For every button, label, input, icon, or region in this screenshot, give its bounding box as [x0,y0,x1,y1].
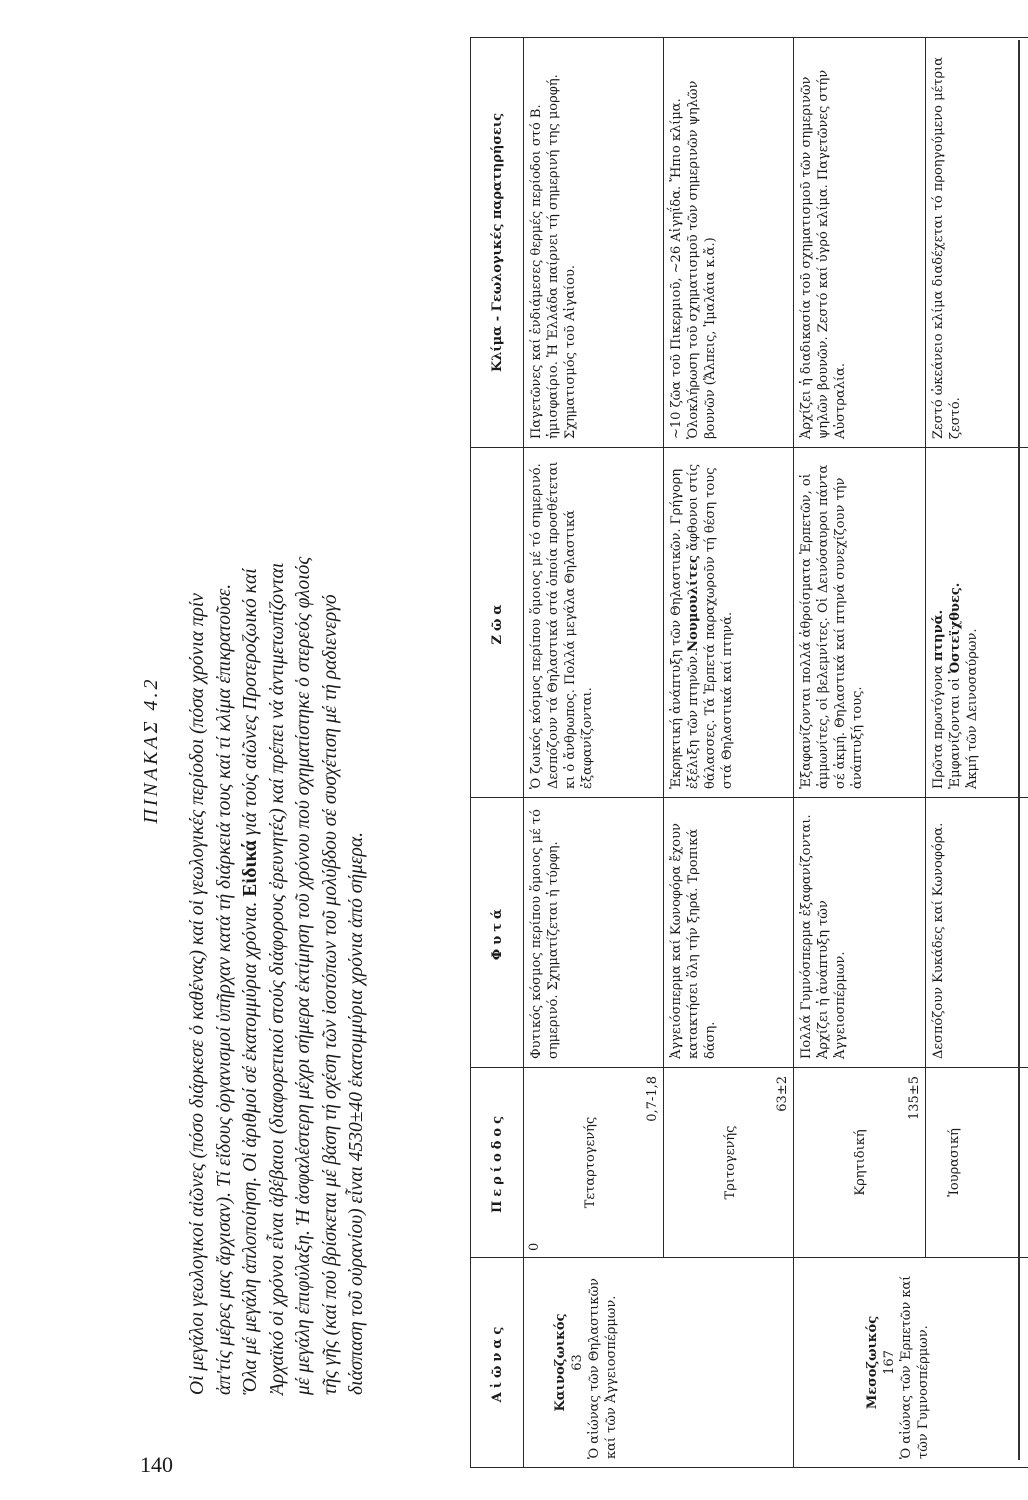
aion-cell [794,1258,1028,1468]
intro-emphasis: Εἰδικά [240,840,261,897]
intro-line: Ἀρχαϊκό οἱ χρόνοι εἶναι ἀβέβαιοι (διαφορετικοί στούς διάφορους ἐρευνητές) καί πρέπει νά ἀντιμετωπίζονται [266,562,288,1395]
animals-emphasis: Νουμουλίτες [686,555,701,652]
page-number: 140 [140,1452,173,1477]
period-name: Τριτογενής [723,1125,738,1200]
animals-cell [926,448,1028,798]
period-name: Ἰουρασική [947,1128,962,1197]
animals-text: Ἐκρηκτική ἀνάπτυξη τῶν Θηλαστικῶν. Γρήγορη ἐξέλιξη τῶν πτηνῶν. [669,468,701,789]
animals-text: Ἐμφανίζονται οἱ [948,677,963,789]
period-start: 0 [527,1242,542,1251]
animals-emphasis: Ὀστεϊχθυες. [948,582,963,674]
intro-line [238,15,265,1395]
animals-emphasis: πτηνά. [931,609,946,662]
animals-cell [664,448,794,798]
intro-line: διάσπαση τοῦ οὐρανίου) εἶναι 4530±40 ἑκατομμύρια χρόνια ἀπό σήμερα. [346,831,367,1395]
period-cell [794,1068,926,1258]
aion-duration: 63 [570,1354,585,1371]
period-name: Τεταρτογενής [583,1116,598,1209]
animals-text: Πρῶτα πρωτόγονα [931,665,946,789]
table-row [664,38,794,1468]
header-climate: Κλίμα - Γεωλογικές παρατηρήσεις [471,38,524,448]
table-title: ΠΙΝΑΚΑΣ 4.2 [140,676,162,824]
animals-text: Ἀκμή τῶν Δεινοσαύρων. [965,628,980,789]
intro-line-part: Ὅλα μέ μεγάλη ἁπλοποίηση. Οἱ ἀριθμοί σέ ἑκατομμύρια χρόνια. [240,901,261,1395]
aion-name: Καινοζωικός [553,1313,568,1412]
aion-name: Μεσοζωικός [865,1315,880,1410]
period-name: Κρητιδική [853,1129,868,1196]
table-row [524,38,664,1468]
period-cell [664,1068,794,1258]
intro-text [185,15,371,1395]
plants-cell: Πολλά Γυμνόσπερμα ἐξαφανίζονται. Ἀρχίζει ἡ ἀνάπτυξη τῶν Ἀγγειοσπέρμων. [794,798,926,1068]
animals-text: ἄφθονοι στίς θάλασσες. Τά Ἑρπετά παραχωροῦν τή θέση τους στά Θηλαστικά καί πτηνά. [686,463,735,789]
period-end: 0,7-1,8 [645,1076,660,1122]
plants-cell: Δεσπόζουν Κυκάδες καί Κωνοφόρα. [926,798,1028,1068]
plants-cell: Φυτικός κόσμος περίπου ὅμοιος μέ τό σημερινό. Σχηματίζεται ἡ τύρφη. [524,798,664,1068]
aion-cell [524,1258,794,1468]
period-end: 63±2 [775,1076,790,1112]
intro-line: τῆς γῆς (καί πού βρίσκεται μέ βάση τή σχέση τῶν ἰσοτόπων τοῦ μολύβδου σέ συσχέτιση μέ τή ραδιενεργό [319,594,341,1395]
header-period: Περίοδος [471,1068,524,1258]
aion-duration: 167 [882,1350,897,1375]
climate-cell: Παγετῶνες καί ἐνδιάμεσες θερμές περίοδοι στό Β. ἡμισφαίριο. Ἡ Ἑλλάδα παίρνει τή σημερινή της μορφή. Σχηματισμός τοῦ Αἰγαίου. [524,38,664,448]
animals-cell: Ἐξαφανίζονται πολλά ἀθροίσματα Ἑρπετῶν, οἱ ἀμμωνίτες, οἱ βελεμνίτες. Οἱ Δεινόσαυροι πάντα σέ ἀκμή. Θηλαστικά καί πτηνά συνεχίζουν τήν ἀνάπτυξή τους. [794,448,926,798]
header-animals: Ζῶα [471,448,524,798]
intro-line: μέ μεγάλη ἐπιφύλαξη. Ἡ ἀσφαλέστερη μέχρι σήμερα ἐκτίμηση τοῦ χρόνου πού σχηματίστηκε ὁ στερεός φλοιός [293,556,314,1395]
period-end: 135±5 [907,1076,922,1120]
header-aion: Αἰῶνας [471,1258,524,1468]
climate-cell: Ἀρχίζει ἡ διαδικασία τοῦ σχηματισμοῦ τῶν σημερινῶν ψηλῶν βουνῶν. Ζεστό καί ὑγρό κλίμα. Παγετῶνες στήν Αὐστραλία. [794,38,926,448]
period-cell [524,1068,664,1258]
page-edge-line [1018,40,1020,1460]
plants-cell: Ἀγγειόσπερμα καί Κωνοφόρα ἔχουν κατακτήσει ὅλη τήν ξηρά. Τροπικά δάση. [664,798,794,1068]
animals-cell: Ὁ ζωικός κόσμος περίπου ὅμοιος μέ τό σημερινό. Δεσπόζουν τά Θηλαστικά στά ὁποία προσθέτεται κι ὁ ἄνθρωπος. Πολλά μεγάλα Θηλαστικά ἐξαφανίζονται. [524,448,664,798]
intro-line: Οἱ μεγάλοι γεωλογικοί αἰῶνες (πόσο διάρκεσε ὁ καθένας) καί οἱ γεωλογικές περίοδοι (πόσα χρόνια πρίν [187,593,208,1395]
table-row [794,38,926,1468]
table-header-row [471,38,524,1468]
period-cell [926,1068,1028,1258]
intro-line-part: γιά τούς αἰῶνες Προτεροζωικό καί [240,568,261,836]
climate-cell: ~10 ζῶα τοῦ Πικερμιοῦ, ~26 Αἰγηΐδα. Ἤπιο κλίμα. Ὁλοκλήρωση τοῦ σχηματισμοῦ τῶν σημερινῶν ψηλῶν βουνῶν (Ἄλπεις, Ἱμαλάια κ.ἄ.) [664,38,794,448]
header-plants: Φυτά [471,798,524,1068]
aion-description: Ὁ αἰώνας τῶν Ἑρπετῶν καί τῶν Γυμνοσπέρμων. [899,1275,931,1459]
climate-cell: Ζεστό ὠκεάνειο κλίμα διαδέχεται τό προηγούμενο μέτρια ζεστό. [926,38,1028,448]
aion-description: Ὁ αἰώνας τῶν Θηλαστικῶν καί τῶν Ἀγγειοσπέρμων. [587,1278,619,1459]
intro-line: ἀπ'τίς μέρες μας ἄρχισαν). Τί εἴδους ὀργανισμοί ὑπῆρχαν κατά τή διάρκειά τους καί τί κλίμα ἐπικρατοῦσε. [213,583,235,1395]
table-row [926,38,1028,1468]
geological-table [470,37,1028,1468]
